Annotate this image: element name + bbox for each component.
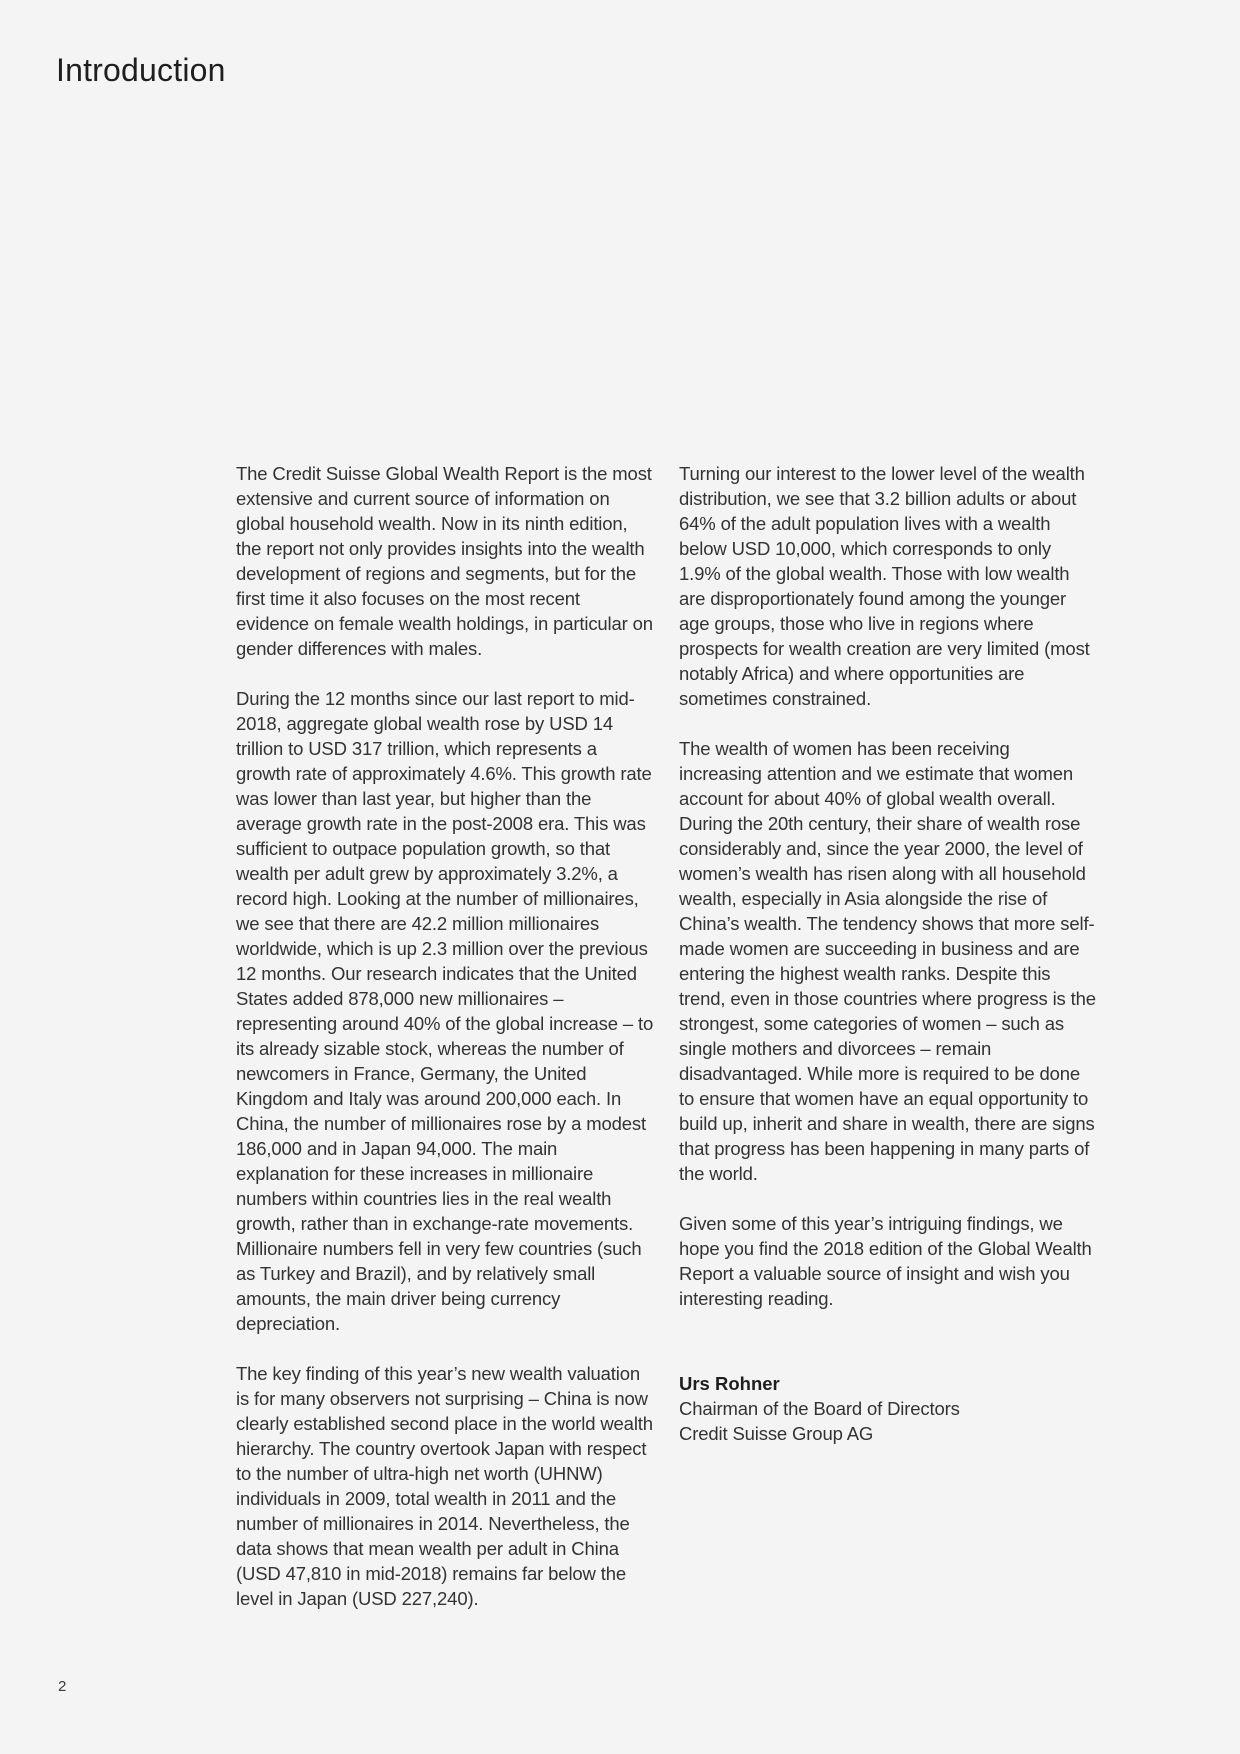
signature-block bbox=[679, 1371, 1097, 1446]
page-title: Introduction bbox=[56, 52, 226, 88]
closing-paragraph: Given some of this year’s intriguing findings, we hope you find the 2018 edition of the Global Wealth Report a valuable source of insight and wish you interesting reading. bbox=[679, 1213, 1092, 1309]
left-column bbox=[236, 461, 654, 1636]
women-wealth-paragraph: The wealth of women has been receiving increasing attention and we estimate that women account for about 40% of global wealth overall. During the 20th century, their share of wealth rose considerably and, since the year 2000, the level of women’s wealth has risen along with all household wealth, especially in Asia alongside the rise of China’s wealth. The tendency shows that more self-made women are succeeding in business and are entering the highest wealth ranks. Despite this trend, even in those countries where progress is the strongest, some categories of women – such as single mothers and divorcees – remain disadvantaged. While more is required to be done to ensure that women have an equal opportunity to build up, inherit and share in wealth, there are signs that progress has been happening in many parts of the world. bbox=[679, 738, 1096, 1184]
signatory-company: Credit Suisse Group AG bbox=[679, 1423, 874, 1444]
signatory-title: Chairman of the Board of Directors bbox=[679, 1398, 960, 1419]
page-number: 2 bbox=[58, 1678, 67, 1695]
growth-paragraph: During the 12 months since our last report to mid-2018, aggregate global wealth rose by USD 14 trillion to USD 317 trillion, which represents a growth rate of approximately 4.6%. This growth rate was lower than last year, but higher than the average growth rate in the post-2008 era. This was sufficient to outpace population growth, so that wealth per adult grew by approximately 3.2%, a record high. Looking at the number of millionaires, we see that there are 42.2 million millionaires worldwide, which is up 2.3 million over the previous 12 months. Our research indicates that the United States added 878,000 new millionaires – representing around 40% of the global increase – to its already sizable stock, whereas the number of newcomers in France, Germany, the United Kingdom and Italy was around 200,000 each. In China, the number of millionaires rose by a modest 186,000 and in Japan 94,000. The main explanation for these increases in millionaire numbers within countries lies in the real wealth growth, rather than in exchange-rate movements. Millionaire numbers fell in very few countries (such as Turkey and Brazil), and by relatively small amounts, the main driver being currency depreciation. bbox=[236, 688, 654, 1334]
intro-paragraph: The Credit Suisse Global Wealth Report is the most extensive and current source of information on global household wealth. Now in its ninth edition, the report not only provides insights into the wealth development of regions and segments, but for the first time it also focuses on the most recent evidence on female wealth holdings, in particular on gender differences with males. bbox=[236, 463, 653, 659]
low-wealth-paragraph: Turning our interest to the lower level of the wealth distribution, we see that 3.2 billion adults or about 64% of the adult population lives with a wealth below USD 10,000, which corresponds to only 1.9% of the global wealth. Those with low wealth are disproportionately found among the younger age groups, those who live in regions where prospects for wealth creation are very limited (most notably Africa) and where opportunities are sometimes constrained. bbox=[679, 463, 1090, 709]
signatory-name: Urs Rohner bbox=[679, 1373, 780, 1394]
right-column bbox=[679, 461, 1097, 1446]
china-paragraph: The key finding of this year’s new wealth valuation is for many observers not surprising – China is now clearly established second place in the world wealth hierarchy. The country overtook Japan with respect to the number of ultra-high net worth (UHNW) individuals in 2009, total wealth in 2011 and the number of millionaires in 2014. Nevertheless, the data shows that mean wealth per adult in China (USD 47,810 in mid-2018) remains far below the level in Japan (USD 227,240). bbox=[236, 1363, 653, 1609]
